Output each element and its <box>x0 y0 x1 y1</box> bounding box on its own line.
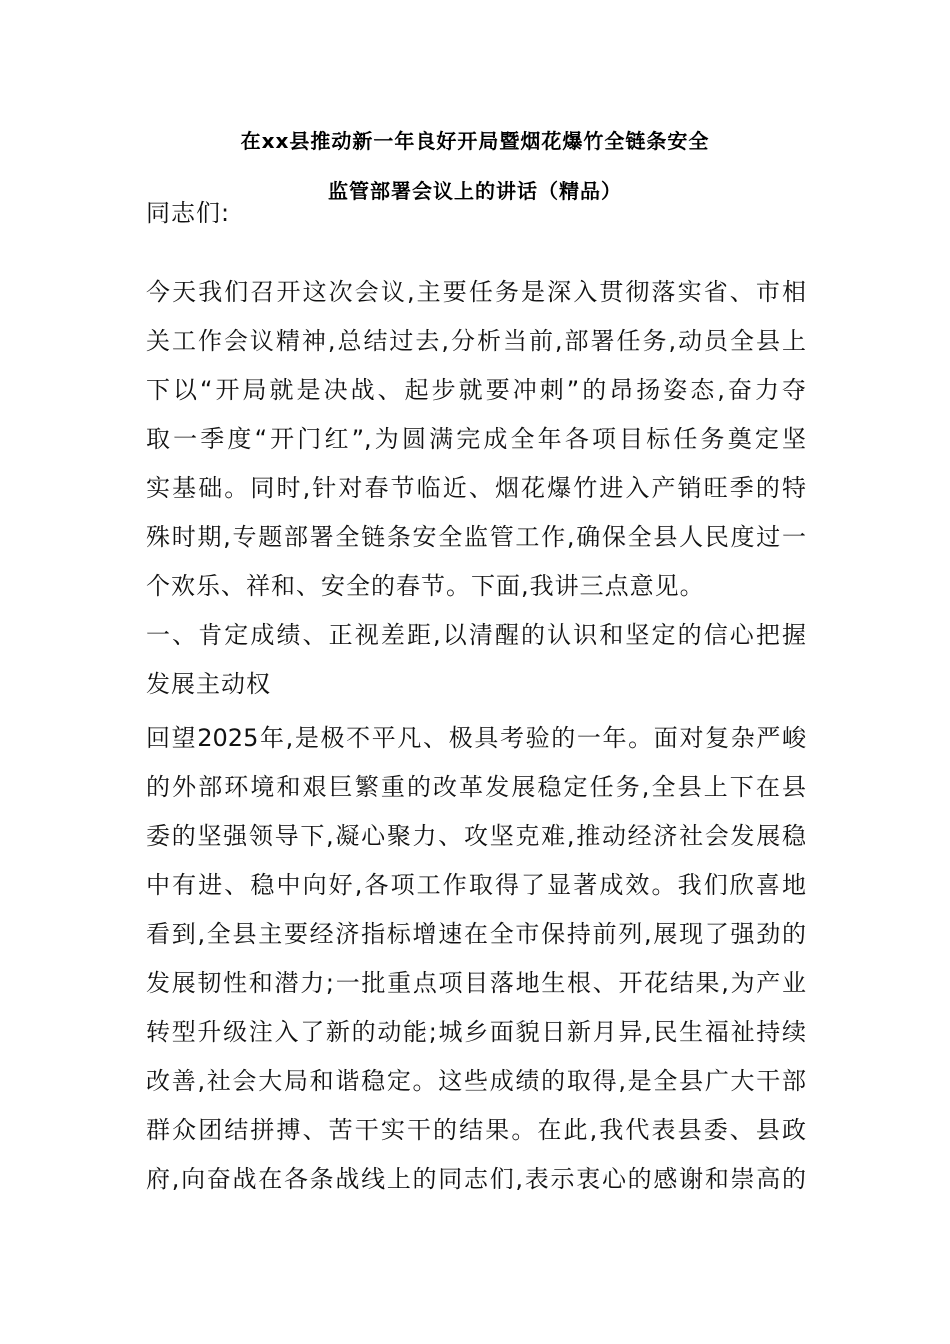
body-text-line: 发展韧性和潜力;一批重点项目落地生根、开花结果,为产业 <box>146 969 806 997</box>
body-text-line: 回望2025年,是极不平凡、极具考验的一年。面对复杂严峻 <box>146 724 806 752</box>
body-text-line: 个欢乐、祥和、安全的春节。下面,我讲三点意见。 <box>146 572 705 600</box>
body-text-line: 群众团结拼搏、苦干实干的结果。在此,我代表县委、县政 <box>146 1116 806 1144</box>
body-text-line: 下以“开局就是决战、起步就要冲刺”的昂扬姿态,奋力夺 <box>146 376 806 404</box>
salutation: 同志们: <box>146 199 231 227</box>
body-text-line: 实基础。同时,针对春节临近、烟花爆竹进入产销旺季的特 <box>146 474 806 502</box>
body-text-line: 府,向奋战在各条战线上的同志们,表示衷心的感谢和崇高的 <box>146 1165 806 1193</box>
section-heading: 一、肯定成绩、正视差距,以清醒的认识和坚定的信心把握 <box>146 621 806 649</box>
document-title-line-2: 监管部署会议上的讲话（精品） <box>328 179 622 203</box>
body-text-line: 改善,社会大局和谐稳定。这些成绩的取得,是全县广大干部 <box>146 1067 806 1095</box>
body-text-line: 今天我们召开这次会议,主要任务是深入贯彻落实省、市相 <box>146 278 806 306</box>
body-text-line: 转型升级注入了新的动能;城乡面貌日新月异,民生福祉持续 <box>146 1018 806 1046</box>
document-title-line-1: 在xx县推动新一年良好开局暨烟花爆竹全链条安全 <box>240 129 710 153</box>
section-heading: 发展主动权 <box>146 670 271 698</box>
body-text-line: 的外部环境和艰巨繁重的改革发展稳定任务,全县上下在县 <box>146 773 806 801</box>
body-text-line: 委的坚强领导下,凝心聚力、攻坚克难,推动经济社会发展稳 <box>146 822 806 850</box>
body-text-line: 看到,全县主要经济指标增速在全市保持前列,展现了强劲的 <box>146 920 806 948</box>
body-text-line: 殊时期,专题部署全链条安全监管工作,确保全县人民度过一 <box>146 523 806 551</box>
body-text-line: 关工作会议精神,总结过去,分析当前,部署任务,动员全县上 <box>146 327 806 355</box>
body-text-line: 中有进、稳中向好,各项工作取得了显著成效。我们欣喜地 <box>146 871 806 899</box>
body-text-line: 取一季度“开门红”,为圆满完成全年各项目标任务奠定坚 <box>146 425 806 453</box>
